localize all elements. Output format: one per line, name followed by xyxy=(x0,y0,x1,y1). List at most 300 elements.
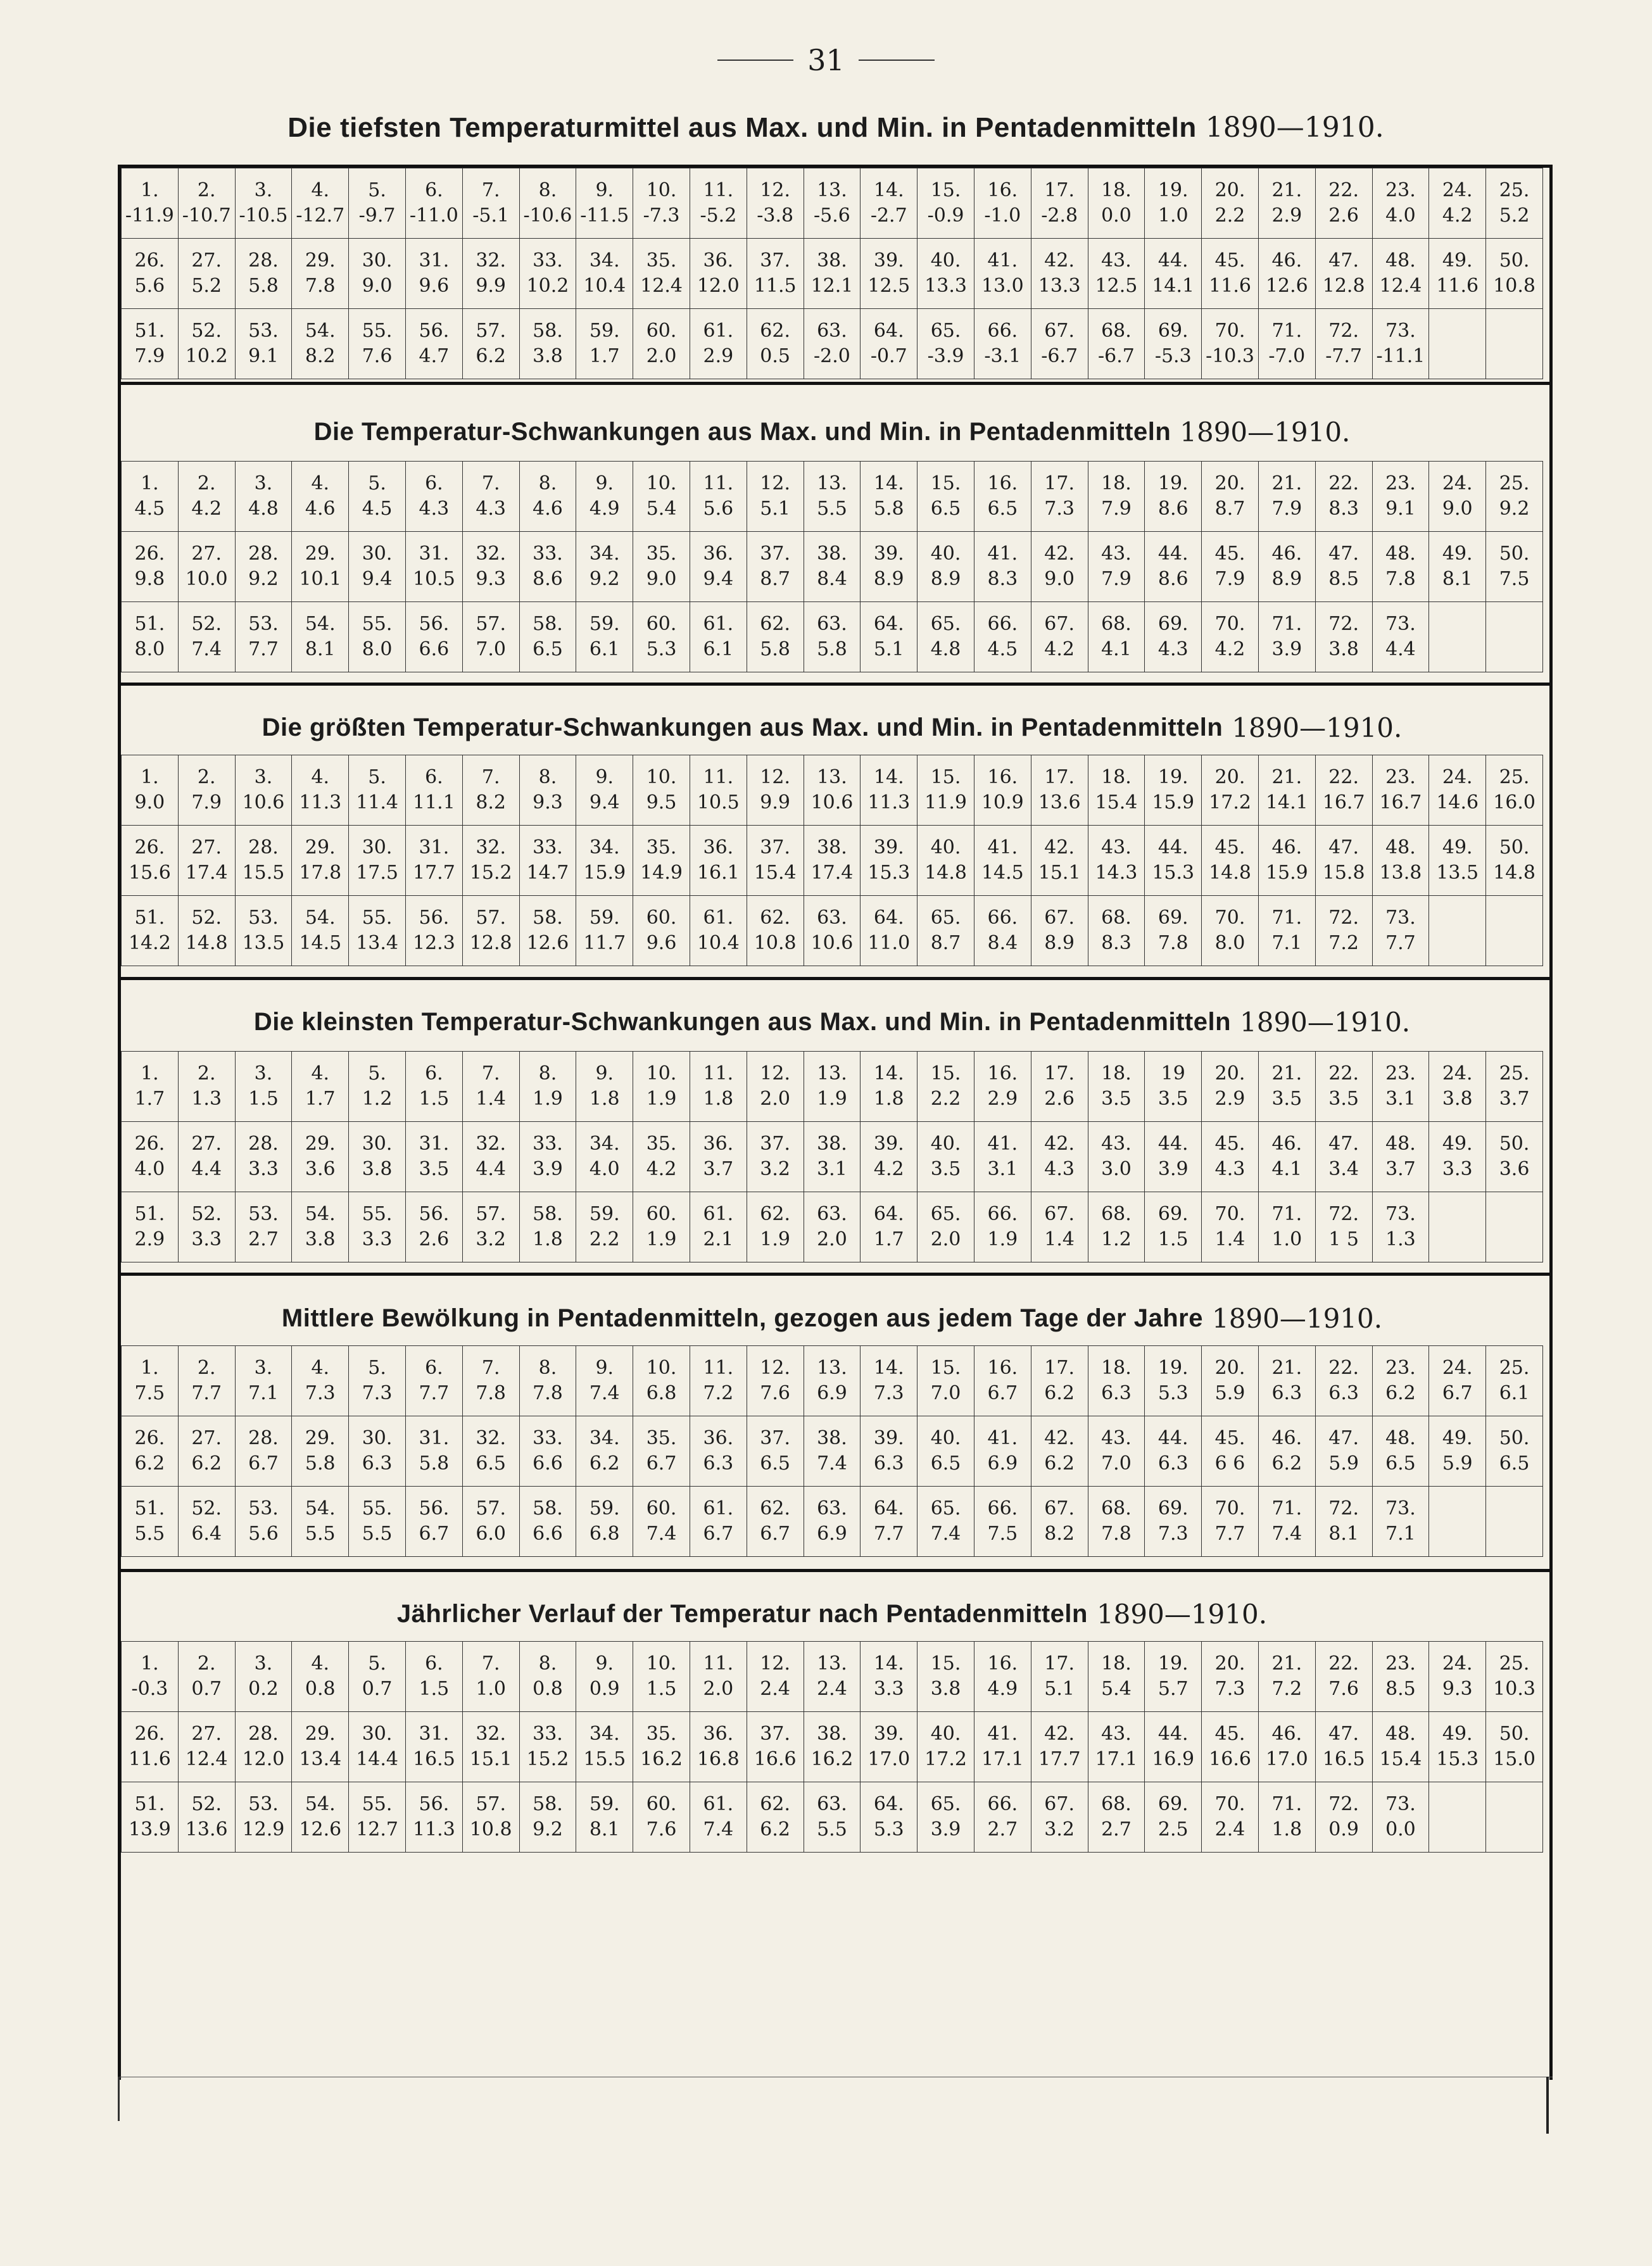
pentad-cell xyxy=(1202,1782,1259,1853)
table-row xyxy=(122,826,1543,896)
pentad-cell xyxy=(349,462,406,532)
pentad-value: 12.4 xyxy=(640,275,683,297)
pentad-number: 23. xyxy=(1385,1062,1416,1085)
table-row xyxy=(122,309,1543,379)
pentad-cell xyxy=(235,602,292,672)
pentad-number: 53. xyxy=(248,320,279,342)
pentad-value: 3.9 xyxy=(1271,638,1302,660)
pentad-number: 57. xyxy=(476,907,507,929)
pentad-number: 63. xyxy=(817,1793,847,1815)
pentad-value: 4.2 xyxy=(1442,205,1473,227)
pentad-cell xyxy=(633,1192,690,1262)
pentad-value: 5.8 xyxy=(248,275,279,297)
pentad-number: 21. xyxy=(1271,766,1302,788)
pentad-number: 16. xyxy=(987,179,1018,201)
pentad-number: 31. xyxy=(419,1133,450,1155)
pentad-value: 2.4 xyxy=(817,1678,847,1700)
pentad-number: 18. xyxy=(1101,1357,1132,1379)
pentad-value: 12.0 xyxy=(697,275,740,297)
pentad-cell xyxy=(235,239,292,309)
pentad-number: 38. xyxy=(817,543,847,565)
pentad-value: 2.9 xyxy=(134,1228,165,1250)
pentad-cell xyxy=(861,1346,917,1416)
pentad-value: 14.8 xyxy=(1209,862,1251,884)
pentad-number: 71. xyxy=(1271,1793,1302,1815)
pentad-cell xyxy=(917,239,974,309)
pentad-value: 8.7 xyxy=(1214,498,1245,520)
pentad-cell xyxy=(1372,1122,1429,1192)
pentad-cell xyxy=(576,1416,633,1487)
pentad-value: 10.9 xyxy=(981,791,1024,814)
pentad-number: 25. xyxy=(1499,766,1530,788)
pentad-cell xyxy=(747,1192,804,1262)
pentad-number: 35. xyxy=(646,1133,677,1155)
pentad-number: 24. xyxy=(1442,1357,1473,1379)
pentad-cell xyxy=(974,602,1031,672)
pentad-value: 5.6 xyxy=(248,1523,279,1545)
pentad-number: 11. xyxy=(703,1062,734,1085)
pentad-cell xyxy=(747,896,804,966)
pentad-value: 3.5 xyxy=(1271,1088,1302,1110)
pentad-cell xyxy=(519,1487,576,1557)
pentad-number: 14. xyxy=(873,1652,904,1675)
pentad-cell xyxy=(235,1416,292,1487)
pentad-value: 9.4 xyxy=(703,568,734,590)
pentad-number: 50. xyxy=(1499,1427,1530,1449)
pentad-cell xyxy=(519,1346,576,1416)
pentad-number: 46. xyxy=(1271,1133,1302,1155)
pentad-value: 15.9 xyxy=(1152,791,1195,814)
pentad-cell xyxy=(292,532,349,602)
pentad-cell xyxy=(178,309,235,379)
pentad-number: 11. xyxy=(703,1652,734,1675)
pentad-value: -2.7 xyxy=(870,205,907,227)
pentad-value: 2.7 xyxy=(1101,1818,1132,1841)
pentad-number: 69. xyxy=(1157,1793,1189,1815)
pentad-cell xyxy=(804,1712,861,1782)
pentad-value: 17.4 xyxy=(185,862,228,884)
section-title-years: 1890—1910. xyxy=(1180,416,1351,448)
pentad-number: 58. xyxy=(533,907,563,929)
pentad-cell xyxy=(804,1487,861,1557)
pentad-value: 7.9 xyxy=(191,791,222,814)
pentad-cell xyxy=(519,462,576,532)
pentad-number: 44. xyxy=(1157,543,1189,565)
pentad-value: 7.9 xyxy=(1101,568,1132,590)
pentad-value: 6.7 xyxy=(419,1523,450,1545)
pentad-cell xyxy=(1315,1192,1372,1262)
empty-cell xyxy=(1429,1782,1486,1853)
pentad-cell xyxy=(690,1782,747,1853)
pentad-number: 3. xyxy=(254,472,273,494)
pentad-value: 1.8 xyxy=(873,1088,904,1110)
pentad-value: 7.3 xyxy=(1044,498,1075,520)
pentad-cell xyxy=(1088,1346,1145,1416)
pentad-value: 12.6 xyxy=(1265,275,1308,297)
pentad-cell xyxy=(861,1487,917,1557)
pentad-cell xyxy=(122,1782,179,1853)
pentad-cell xyxy=(974,1782,1031,1853)
pentad-value: 6.3 xyxy=(1101,1382,1132,1404)
pentad-number: 53. xyxy=(248,1793,279,1815)
pentad-value: 7.5 xyxy=(987,1523,1018,1545)
pentad-cell xyxy=(349,755,406,826)
pentad-cell xyxy=(576,239,633,309)
pentad-cell xyxy=(1429,239,1486,309)
pentad-cell xyxy=(1145,1122,1202,1192)
pentad-number: 46. xyxy=(1271,836,1302,859)
pentad-number: 5. xyxy=(368,1062,386,1085)
pentad-number: 49. xyxy=(1442,836,1473,859)
pentad-cell xyxy=(178,755,235,826)
pentad-cell xyxy=(1372,826,1429,896)
pentad-value: 16.7 xyxy=(1379,791,1422,814)
pentad-number: 1. xyxy=(141,1062,159,1085)
pentad-cell xyxy=(462,896,519,966)
pentad-value: -3.9 xyxy=(927,345,964,367)
pentad-number: 73. xyxy=(1385,1497,1416,1520)
pentad-value: 2.5 xyxy=(1157,1818,1189,1841)
pentad-cell xyxy=(519,532,576,602)
pentad-value: 12.8 xyxy=(1322,275,1365,297)
pentad-value: 7.9 xyxy=(1101,498,1132,520)
pentad-value: 7.8 xyxy=(305,275,336,297)
pentad-number: 72. xyxy=(1328,1793,1359,1815)
pentad-cell xyxy=(917,1642,974,1712)
pentad-cell xyxy=(1258,1712,1315,1782)
pentad-value: 4.8 xyxy=(930,638,961,660)
pentad-value: 3.5 xyxy=(1101,1088,1132,1110)
pentad-cell xyxy=(1202,1122,1259,1192)
pentad-cell xyxy=(405,1192,462,1262)
pentad-value: 15.5 xyxy=(583,1748,626,1770)
pentad-value: 6.3 xyxy=(362,1452,393,1475)
pentad-cell xyxy=(462,1487,519,1557)
pentad-number: 3. xyxy=(254,766,273,788)
pentad-number: 60. xyxy=(646,907,677,929)
pentad-value: 6.9 xyxy=(987,1452,1018,1475)
pentad-value: 8.6 xyxy=(1157,568,1189,590)
pentad-cell xyxy=(1031,168,1088,239)
pentad-value: -10.5 xyxy=(239,205,288,227)
pentad-number: 7. xyxy=(481,1652,500,1675)
pentad-number: 72. xyxy=(1328,907,1359,929)
pentad-value: 15.8 xyxy=(1322,862,1365,884)
empty-cell xyxy=(1429,602,1486,672)
page-title-years: 1890—1910. xyxy=(1205,111,1384,144)
pentad-number: 63. xyxy=(817,320,847,342)
table-row xyxy=(122,896,1543,966)
pentad-value: 9.1 xyxy=(1385,498,1416,520)
pentad-value: 16.5 xyxy=(412,1748,455,1770)
pentad-cell xyxy=(1145,1416,1202,1487)
pentad-value: 1 5 xyxy=(1328,1228,1359,1250)
pentad-value: 5.5 xyxy=(134,1523,165,1545)
pentad-value: 7.0 xyxy=(930,1382,961,1404)
pentad-cell xyxy=(292,1122,349,1192)
pentad-value: 4.6 xyxy=(533,498,563,520)
pentad-number: 37. xyxy=(760,249,791,272)
pentad-cell xyxy=(1145,168,1202,239)
pentad-number: 38. xyxy=(817,1427,847,1449)
pentad-number: 50. xyxy=(1499,836,1530,859)
pentad-number: 66. xyxy=(987,907,1018,929)
pentad-value: 12.0 xyxy=(242,1748,285,1770)
pentad-value: 1.7 xyxy=(134,1088,165,1110)
pentad-value: 8.1 xyxy=(305,638,336,660)
pentad-value: -9.7 xyxy=(358,205,396,227)
pentad-cell xyxy=(178,896,235,966)
pentad-value: 14.1 xyxy=(1265,791,1308,814)
table-row xyxy=(122,602,1543,672)
pentad-cell xyxy=(405,1712,462,1782)
pentad-cell xyxy=(462,826,519,896)
pentad-cell xyxy=(1202,462,1259,532)
pentad-number: 57. xyxy=(476,1793,507,1815)
pentad-cell xyxy=(633,1487,690,1557)
pentad-number: 6. xyxy=(425,179,443,201)
pentad-value: 5.1 xyxy=(760,498,791,520)
pentad-number: 32. xyxy=(476,1133,507,1155)
pentad-number: 47. xyxy=(1328,1723,1359,1745)
pentad-value: 16.5 xyxy=(1322,1748,1365,1770)
pentad-number: 58. xyxy=(533,1497,563,1520)
pentad-value: 7.4 xyxy=(589,1382,620,1404)
pentad-value: 1.0 xyxy=(1271,1228,1302,1250)
pentad-value: 9.2 xyxy=(1499,498,1530,520)
pentad-number: 23. xyxy=(1385,179,1416,201)
pentad-cell xyxy=(861,1416,917,1487)
pentad-number: 40. xyxy=(930,543,961,565)
pentad-cell xyxy=(1145,1346,1202,1416)
pentad-value: 15.6 xyxy=(129,862,171,884)
pentad-cell xyxy=(349,1192,406,1262)
pentad-cell xyxy=(1315,462,1372,532)
pentad-number: 16. xyxy=(987,766,1018,788)
page-number-rule-right xyxy=(859,60,935,61)
pentad-value: 6.5 xyxy=(533,638,563,660)
pentad-number: 31. xyxy=(419,836,450,859)
pentad-value: 6.2 xyxy=(134,1452,165,1475)
pentad-number: 62. xyxy=(760,1203,791,1225)
pentad-number: 43. xyxy=(1101,1723,1132,1745)
pentad-number: 71. xyxy=(1271,613,1302,635)
pentad-value: 2.6 xyxy=(1328,205,1359,227)
pentad-value: -11.9 xyxy=(125,205,174,227)
pentad-number: 6. xyxy=(425,766,443,788)
pentad-value: 7.3 xyxy=(305,1382,336,1404)
pentad-number: 57. xyxy=(476,1203,507,1225)
pentad-number: 35. xyxy=(646,1723,677,1745)
pentad-value: 7.4 xyxy=(646,1523,677,1545)
pentad-cell xyxy=(292,1487,349,1557)
pentad-value: 15.1 xyxy=(1038,862,1081,884)
pentad-value: 17.2 xyxy=(924,1748,967,1770)
pentad-value: 4.2 xyxy=(191,498,222,520)
pentad-cell xyxy=(405,1642,462,1712)
pentad-number: 63. xyxy=(817,613,847,635)
pentad-cell xyxy=(690,1712,747,1782)
pentad-number: 5. xyxy=(368,472,386,494)
pentad-number: 52. xyxy=(191,613,222,635)
pentad-value: 7.7 xyxy=(873,1523,904,1545)
pentad-cell xyxy=(1031,462,1088,532)
pentad-value: 12.6 xyxy=(299,1818,342,1841)
pentad-cell xyxy=(1486,1346,1543,1416)
pentad-number: 60. xyxy=(646,613,677,635)
pentad-cell xyxy=(861,896,917,966)
pentad-cell xyxy=(1088,1052,1145,1122)
pentad-number: 11. xyxy=(703,766,734,788)
pentad-number: 38. xyxy=(817,1723,847,1745)
pentad-number: 13. xyxy=(817,1652,847,1675)
pentad-cell xyxy=(747,1122,804,1192)
pentad-number: 10. xyxy=(646,766,677,788)
pentad-value: 3.1 xyxy=(987,1158,1018,1180)
pentad-value: 2.0 xyxy=(930,1228,961,1250)
pentad-value: 13.5 xyxy=(242,932,285,954)
pentad-cell xyxy=(1088,602,1145,672)
pentad-cell xyxy=(235,1487,292,1557)
pentad-number: 4. xyxy=(311,472,330,494)
pentad-cell xyxy=(633,1642,690,1712)
pentad-number: 13. xyxy=(817,472,847,494)
pentad-value: 5.2 xyxy=(1499,205,1530,227)
pentad-value: 11.3 xyxy=(867,791,911,814)
pentad-number: 37. xyxy=(760,1133,791,1155)
pentad-number: 51. xyxy=(134,1793,165,1815)
pentad-value: 7.8 xyxy=(476,1382,507,1404)
pentad-cell xyxy=(1429,1346,1486,1416)
pentad-cell xyxy=(576,755,633,826)
pentad-number: 54. xyxy=(305,907,336,929)
pentad-cell xyxy=(690,826,747,896)
pentad-value: 7.7 xyxy=(419,1382,450,1404)
pentad-value: 2.4 xyxy=(1214,1818,1245,1841)
pentad-number: 60. xyxy=(646,1793,677,1815)
pentad-number: 12. xyxy=(760,766,791,788)
pentad-number: 4. xyxy=(311,1062,330,1085)
pentad-number: 65. xyxy=(930,1497,961,1520)
pentad-cell xyxy=(349,1122,406,1192)
pentad-number: 54. xyxy=(305,1793,336,1815)
pentad-value: 2.9 xyxy=(1214,1088,1245,1110)
pentad-value: 7.0 xyxy=(476,638,507,660)
pentad-number: 36. xyxy=(703,1723,734,1745)
pentad-value: -7.0 xyxy=(1268,345,1306,367)
pentad-cell xyxy=(1372,1782,1429,1853)
pentad-cell xyxy=(747,826,804,896)
pentad-number: 18. xyxy=(1101,1652,1132,1675)
pentad-value: 6.5 xyxy=(987,498,1018,520)
pentad-number: 68. xyxy=(1101,1497,1132,1520)
pentad-value: 10.6 xyxy=(810,932,854,954)
pentad-value: 13.5 xyxy=(1436,862,1479,884)
pentad-cell xyxy=(292,1192,349,1262)
pentad-cell xyxy=(633,826,690,896)
pentad-number: 58. xyxy=(533,613,563,635)
empty-cell xyxy=(1429,309,1486,379)
pentad-cell xyxy=(1202,309,1259,379)
pentad-cell xyxy=(292,1712,349,1782)
pentad-number: 20. xyxy=(1214,766,1245,788)
pentad-number: 21. xyxy=(1271,1062,1302,1085)
pentad-value: 12.5 xyxy=(867,275,911,297)
pentad-cell xyxy=(804,1346,861,1416)
pentad-cell xyxy=(633,168,690,239)
pentad-cell xyxy=(519,1642,576,1712)
pentad-cell xyxy=(861,462,917,532)
section-title-text: Die größten Temperatur-Schwankungen aus Max. und Min. in Pentadenmitteln xyxy=(262,713,1223,741)
pentad-value: 16.0 xyxy=(1493,791,1535,814)
pentad-number: 7. xyxy=(481,472,500,494)
pentad-value: -3.1 xyxy=(984,345,1021,367)
pentad-value: 12.8 xyxy=(469,932,512,954)
pentad-value: 5.9 xyxy=(1214,1382,1245,1404)
pentad-cell xyxy=(122,826,179,896)
pentad-value: 7.4 xyxy=(1271,1523,1302,1545)
pentad-cell xyxy=(292,896,349,966)
pentad-value: 2.2 xyxy=(1214,205,1245,227)
pentad-number: 24. xyxy=(1442,1652,1473,1675)
pentad-cell xyxy=(349,168,406,239)
pentad-value: 1.9 xyxy=(533,1088,563,1110)
pentad-number: 42. xyxy=(1044,249,1075,272)
pentad-cell xyxy=(462,1122,519,1192)
pentad-number: 56. xyxy=(419,613,450,635)
empty-cell xyxy=(1486,1192,1543,1262)
table-row xyxy=(122,462,1543,532)
pentad-cell xyxy=(690,1052,747,1122)
pentad-cell xyxy=(747,462,804,532)
pentad-number: 10. xyxy=(646,1062,677,1085)
pentad-cell xyxy=(1258,239,1315,309)
pentad-cell xyxy=(1372,602,1429,672)
pentad-value: 2.7 xyxy=(248,1228,279,1250)
pentad-cell xyxy=(576,1782,633,1853)
pentad-cell xyxy=(576,1712,633,1782)
pentad-value: 15.1 xyxy=(469,1748,512,1770)
pentad-value: 6.3 xyxy=(703,1452,734,1475)
pentad-cell xyxy=(405,896,462,966)
pentad-number: 27. xyxy=(191,249,222,272)
pentad-cell xyxy=(974,168,1031,239)
pentad-value: 4.4 xyxy=(1385,638,1416,660)
pentad-cell xyxy=(1202,532,1259,602)
pentad-number: 6. xyxy=(425,1062,443,1085)
pentad-number: 43. xyxy=(1101,1133,1132,1155)
pentad-value: 0.0 xyxy=(1385,1818,1416,1841)
pentad-value: 11.7 xyxy=(583,932,626,954)
pentad-number: 33. xyxy=(533,1427,563,1449)
pentad-number: 19. xyxy=(1157,472,1189,494)
pentad-number: 4. xyxy=(311,766,330,788)
pentad-value: 14.4 xyxy=(356,1748,398,1770)
pentad-cell xyxy=(1258,1346,1315,1416)
pentad-number: 4. xyxy=(311,179,330,201)
pentad-cell xyxy=(747,1052,804,1122)
pentad-cell xyxy=(1429,1052,1486,1122)
pentad-value: 8.3 xyxy=(1328,498,1359,520)
pentad-number: 29. xyxy=(305,836,336,859)
pentad-value: 16.6 xyxy=(1209,1748,1251,1770)
pentad-cell xyxy=(1258,602,1315,672)
pentad-cell xyxy=(804,826,861,896)
pentad-value: 6.2 xyxy=(1044,1382,1075,1404)
pentad-cell xyxy=(861,1712,917,1782)
section-divider-rule xyxy=(118,683,1553,686)
empty-cell xyxy=(1429,896,1486,966)
